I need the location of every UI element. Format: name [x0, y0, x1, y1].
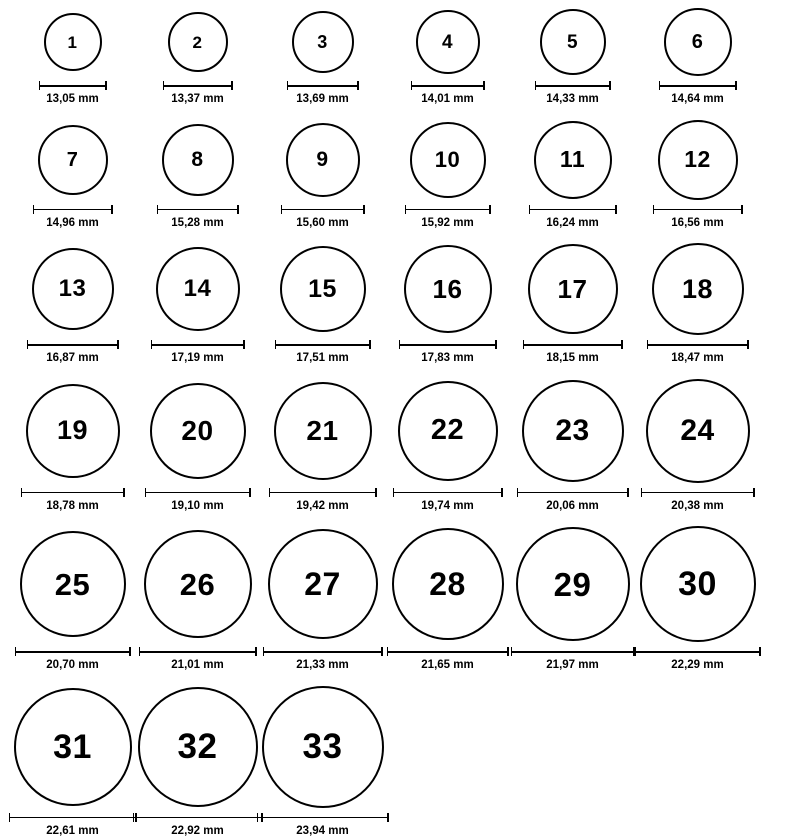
diameter-label: 16,56 mm — [671, 218, 723, 230]
diameter-label: 19,74 mm — [421, 501, 473, 513]
diameter-ruler — [269, 488, 377, 497]
ring-outline-wrap — [286, 120, 360, 200]
ruler-bar — [511, 651, 635, 653]
diameter-label: 19,10 mm — [171, 501, 223, 513]
ruler-tick-right — [609, 81, 611, 90]
ring-size-row — [10, 526, 790, 672]
diameter-ruler — [635, 647, 761, 656]
ring-outline-icon — [20, 531, 126, 637]
ring-outline-icon — [534, 121, 612, 199]
ring-outline-wrap — [646, 379, 750, 483]
ring-outline-wrap — [44, 8, 102, 76]
ring-size-number: 32 — [178, 729, 218, 764]
diameter-ruler — [387, 647, 509, 656]
diameter-ruler — [411, 81, 485, 90]
diameter-label: 19,42 mm — [296, 501, 348, 513]
diameter-ruler — [33, 205, 113, 214]
diameter-label: 14,64 mm — [671, 94, 723, 106]
ruler-bar — [27, 344, 119, 346]
ring-size-number: 22 — [431, 416, 464, 445]
ring-outline-wrap — [156, 243, 240, 335]
ruler-bar — [399, 344, 497, 346]
ring-size-number: 31 — [53, 730, 92, 764]
ruler-tick-right — [129, 647, 131, 656]
ring-outline-wrap — [540, 8, 606, 76]
diameter-label: 15,28 mm — [171, 218, 223, 230]
ring-size-number: 10 — [435, 149, 460, 171]
ruler-bar — [39, 85, 107, 87]
diameter-label: 14,01 mm — [421, 94, 473, 106]
ruler-tick-right — [375, 488, 377, 497]
diameter-ruler — [39, 81, 107, 90]
ruler-tick-right — [741, 205, 743, 214]
diameter-label: 23,94 mm — [296, 826, 348, 837]
ruler-bar — [157, 209, 239, 211]
diameter-ruler — [641, 488, 755, 497]
ring-size-cell[interactable] — [10, 686, 135, 837]
ring-outline-icon — [646, 379, 750, 483]
ruler-tick-right — [111, 205, 113, 214]
ring-size-cell[interactable] — [510, 526, 635, 672]
ruler-bar — [269, 492, 377, 494]
ring-outline-icon — [640, 526, 756, 642]
ruler-bar — [21, 492, 125, 494]
ring-size-number: 6 — [692, 32, 704, 52]
ruler-bar — [9, 817, 137, 819]
ruler-bar — [411, 85, 485, 87]
diameter-ruler — [145, 488, 251, 497]
ring-size-row — [10, 8, 790, 106]
ruler-bar — [641, 492, 755, 494]
ring-size-cell[interactable] — [135, 686, 260, 837]
diameter-label: 22,61 mm — [46, 826, 98, 837]
diameter-ruler — [163, 81, 233, 90]
ring-size-number: 14 — [184, 277, 212, 301]
ring-outline-wrap — [640, 526, 756, 642]
diameter-ruler — [287, 81, 359, 90]
ring-outline-icon — [26, 384, 120, 478]
diameter-label: 18,78 mm — [46, 501, 98, 513]
diameter-label: 22,92 mm — [171, 826, 223, 837]
ring-size-row — [10, 243, 790, 365]
ruler-tick-right — [105, 81, 107, 90]
ring-size-cell[interactable] — [260, 379, 385, 513]
ruler-bar — [659, 85, 737, 87]
ring-size-cell[interactable] — [135, 120, 260, 230]
ring-size-cell[interactable] — [635, 526, 760, 672]
ring-outline-wrap — [392, 526, 504, 642]
ruler-bar — [145, 492, 251, 494]
ruler-bar — [33, 209, 113, 211]
ruler-bar — [529, 209, 617, 211]
diameter-label: 21,97 mm — [546, 660, 598, 672]
ring-size-cell[interactable] — [510, 8, 635, 106]
ring-size-number: 18 — [682, 276, 713, 303]
ruler-bar — [523, 344, 623, 346]
ring-size-number: 19 — [57, 417, 88, 444]
ring-outline-wrap — [522, 379, 624, 483]
ring-size-number: 16 — [433, 276, 463, 302]
diameter-label: 21,33 mm — [296, 660, 348, 672]
ring-size-cell[interactable] — [510, 243, 635, 365]
ring-size-number: 12 — [684, 148, 711, 171]
diameter-label: 21,01 mm — [171, 660, 223, 672]
ring-outline-icon — [138, 687, 258, 807]
ring-outline-wrap — [262, 686, 384, 808]
diameter-label: 20,70 mm — [46, 660, 98, 672]
ruler-tick-right — [489, 205, 491, 214]
ruler-bar — [517, 492, 629, 494]
ring-outline-icon — [540, 9, 606, 75]
ring-outline-wrap — [20, 526, 126, 642]
ruler-tick-right — [621, 340, 623, 349]
ring-size-cell[interactable] — [135, 243, 260, 365]
diameter-ruler — [139, 647, 257, 656]
ring-outline-icon — [516, 527, 630, 641]
diameter-label: 17,83 mm — [421, 353, 473, 365]
ring-size-cell[interactable] — [260, 526, 385, 672]
diameter-ruler — [517, 488, 629, 497]
ruler-bar — [405, 209, 491, 211]
ring-outline-icon — [416, 10, 480, 74]
diameter-label: 20,38 mm — [671, 501, 723, 513]
ruler-bar — [647, 344, 749, 346]
diameter-label: 14,33 mm — [546, 94, 598, 106]
ring-outline-icon — [392, 528, 504, 640]
ring-outline-icon — [156, 247, 240, 331]
ruler-tick-right — [507, 647, 509, 656]
diameter-ruler — [281, 205, 365, 214]
diameter-label: 15,60 mm — [296, 218, 348, 230]
ring-size-cell[interactable] — [10, 526, 135, 672]
ring-outline-icon — [286, 123, 360, 197]
ruler-bar — [15, 651, 131, 653]
ring-size-cell[interactable] — [10, 243, 135, 365]
ring-outline-icon — [664, 8, 732, 76]
ring-size-number: 28 — [429, 568, 466, 600]
ruler-tick-right — [231, 81, 233, 90]
ring-outline-icon — [274, 382, 372, 480]
ring-outline-wrap — [280, 243, 366, 335]
diameter-label: 18,47 mm — [671, 353, 723, 365]
diameter-ruler — [9, 813, 137, 822]
ring-outline-wrap — [144, 526, 252, 642]
ring-size-number: 9 — [316, 149, 328, 170]
ring-outline-wrap — [14, 686, 132, 808]
diameter-ruler — [393, 488, 503, 497]
diameter-ruler — [275, 340, 371, 349]
ring-outline-icon — [32, 248, 114, 330]
ring-size-cell[interactable] — [510, 120, 635, 230]
ring-outline-icon — [292, 11, 354, 73]
ring-outline-icon — [528, 244, 618, 334]
ruler-tick-right — [243, 340, 245, 349]
diameter-label: 17,19 mm — [171, 353, 223, 365]
diameter-label: 20,06 mm — [546, 501, 598, 513]
ruler-bar — [653, 209, 743, 211]
ring-outline-icon — [38, 125, 108, 195]
ruler-tick-right — [123, 488, 125, 497]
diameter-label: 18,15 mm — [546, 353, 598, 365]
ruler-bar — [281, 209, 365, 211]
ruler-bar — [133, 817, 263, 819]
ring-outline-icon — [268, 529, 378, 639]
diameter-label: 22,29 mm — [671, 660, 723, 672]
ring-outline-wrap — [658, 120, 738, 200]
ring-size-number: 3 — [317, 33, 328, 51]
ring-size-number: 5 — [567, 33, 578, 52]
ring-outline-wrap — [268, 526, 378, 642]
ruler-bar — [535, 85, 611, 87]
ring-outline-wrap — [162, 120, 234, 200]
ring-size-number: 17 — [558, 276, 588, 302]
diameter-ruler — [15, 647, 131, 656]
ring-size-number: 25 — [55, 569, 90, 600]
ring-size-number: 13 — [59, 277, 87, 301]
ring-outline-wrap — [652, 243, 744, 335]
ring-size-cell[interactable] — [260, 8, 385, 106]
diameter-label: 13,69 mm — [296, 94, 348, 106]
ring-size-number: 33 — [303, 729, 343, 764]
ring-size-number: 8 — [191, 149, 203, 170]
ring-size-number: 1 — [68, 34, 78, 51]
ruler-tick-right — [117, 340, 119, 349]
diameter-ruler — [529, 205, 617, 214]
ring-size-cell[interactable] — [385, 379, 510, 513]
ring-outline-wrap — [398, 379, 498, 483]
ring-outline-icon — [658, 120, 738, 200]
diameter-ruler — [647, 340, 749, 349]
ruler-bar — [275, 344, 371, 346]
ruler-tick-right — [759, 647, 761, 656]
ring-size-number: 29 — [554, 568, 592, 601]
ring-outline-wrap — [150, 379, 246, 483]
diameter-label: 21,65 mm — [421, 660, 473, 672]
ruler-bar — [163, 85, 233, 87]
diameter-ruler — [133, 813, 263, 822]
ring-outline-wrap — [534, 120, 612, 200]
diameter-ruler — [257, 813, 389, 822]
diameter-label: 15,92 mm — [421, 218, 473, 230]
ring-size-cell[interactable] — [10, 8, 135, 106]
ring-size-cell[interactable] — [635, 8, 760, 106]
ruler-bar — [139, 651, 257, 653]
ring-size-cell[interactable] — [385, 526, 510, 672]
ring-outline-wrap — [416, 8, 480, 76]
ruler-tick-right — [753, 488, 755, 497]
ring-outline-wrap — [138, 686, 258, 808]
ring-size-cell[interactable] — [260, 686, 385, 837]
ring-size-number: 26 — [180, 569, 215, 600]
ruler-bar — [263, 651, 383, 653]
ring-size-cell[interactable] — [10, 120, 135, 230]
ring-size-number: 30 — [678, 567, 717, 601]
diameter-ruler — [21, 488, 125, 497]
ruler-tick-right — [249, 488, 251, 497]
diameter-label: 16,24 mm — [546, 218, 598, 230]
ring-size-number: 11 — [560, 148, 585, 171]
ring-outline-wrap — [168, 8, 228, 76]
ruler-tick-right — [387, 813, 389, 822]
ruler-bar — [151, 344, 245, 346]
ruler-tick-right — [735, 81, 737, 90]
ruler-tick-right — [615, 205, 617, 214]
diameter-label: 16,87 mm — [46, 353, 98, 365]
ring-outline-wrap — [32, 243, 114, 335]
diameter-ruler — [263, 647, 383, 656]
diameter-ruler — [535, 81, 611, 90]
diameter-label: 13,37 mm — [171, 94, 223, 106]
ring-size-cell[interactable] — [135, 526, 260, 672]
ring-size-cell[interactable] — [385, 120, 510, 230]
ring-outline-wrap — [528, 243, 618, 335]
ruler-tick-right — [501, 488, 503, 497]
ruler-tick-right — [495, 340, 497, 349]
ring-size-cell[interactable] — [385, 8, 510, 106]
ring-outline-icon — [522, 380, 624, 482]
ruler-tick-right — [357, 81, 359, 90]
ring-size-cell[interactable] — [135, 8, 260, 106]
ring-size-number: 20 — [181, 417, 213, 445]
ring-outline-wrap — [664, 8, 732, 76]
ruler-bar — [257, 817, 389, 819]
ring-outline-icon — [652, 243, 744, 335]
ring-size-row — [10, 379, 790, 513]
ring-size-number: 4 — [442, 33, 453, 52]
ring-size-cell[interactable] — [635, 120, 760, 230]
ring-outline-icon — [262, 686, 384, 808]
diameter-ruler — [405, 205, 491, 214]
diameter-label: 14,96 mm — [46, 218, 98, 230]
ruler-tick-right — [747, 340, 749, 349]
diameter-ruler — [511, 647, 635, 656]
ring-outline-icon — [150, 383, 246, 479]
ruler-bar — [393, 492, 503, 494]
ruler-tick-right — [237, 205, 239, 214]
ring-outline-icon — [168, 12, 228, 72]
ring-size-cell[interactable] — [10, 379, 135, 513]
diameter-label: 17,51 mm — [296, 353, 348, 365]
ring-size-cell[interactable] — [135, 379, 260, 513]
ring-outline-icon — [398, 381, 498, 481]
ring-outline-wrap — [292, 8, 354, 76]
diameter-ruler — [653, 205, 743, 214]
diameter-ruler — [399, 340, 497, 349]
ring-size-number: 2 — [193, 34, 203, 51]
diameter-ruler — [523, 340, 623, 349]
ring-outline-wrap — [274, 379, 372, 483]
ring-size-cell[interactable] — [385, 243, 510, 365]
ring-outline-icon — [162, 124, 234, 196]
ring-size-number: 21 — [306, 417, 338, 445]
ring-size-number: 23 — [555, 416, 589, 446]
ruler-tick-right — [363, 205, 365, 214]
ring-outline-wrap — [516, 526, 630, 642]
ring-outline-icon — [410, 122, 486, 198]
ring-size-number: 24 — [680, 416, 714, 446]
ring-size-row — [10, 120, 790, 230]
ring-size-number: 15 — [308, 277, 337, 302]
ring-outline-icon — [404, 245, 492, 333]
ring-outline-icon — [14, 688, 132, 806]
ring-size-row — [10, 686, 790, 837]
ring-size-number: 27 — [304, 568, 341, 600]
ruler-tick-right — [369, 340, 371, 349]
ring-outline-icon — [144, 530, 252, 638]
ruler-bar — [635, 651, 761, 653]
ring-size-cell[interactable] — [635, 243, 760, 365]
diameter-ruler — [151, 340, 245, 349]
ring-size-cell[interactable] — [260, 120, 385, 230]
ruler-tick-right — [381, 647, 383, 656]
ruler-tick-right — [483, 81, 485, 90]
ring-outline-wrap — [404, 243, 492, 335]
ring-size-cell[interactable] — [260, 243, 385, 365]
ring-outline-wrap — [410, 120, 486, 200]
ring-outline-icon — [44, 13, 102, 71]
ruler-bar — [287, 85, 359, 87]
diameter-label: 13,05 mm — [46, 94, 98, 106]
ring-size-cell[interactable] — [510, 379, 635, 513]
ring-size-number: 7 — [67, 150, 79, 170]
diameter-ruler — [27, 340, 119, 349]
ruler-tick-right — [255, 647, 257, 656]
ruler-tick-right — [627, 488, 629, 497]
ring-outline-icon — [280, 246, 366, 332]
ring-size-cell[interactable] — [635, 379, 760, 513]
ring-outline-wrap — [38, 120, 108, 200]
ring-outline-wrap — [26, 379, 120, 483]
diameter-ruler — [157, 205, 239, 214]
ruler-bar — [387, 651, 509, 653]
diameter-ruler — [659, 81, 737, 90]
